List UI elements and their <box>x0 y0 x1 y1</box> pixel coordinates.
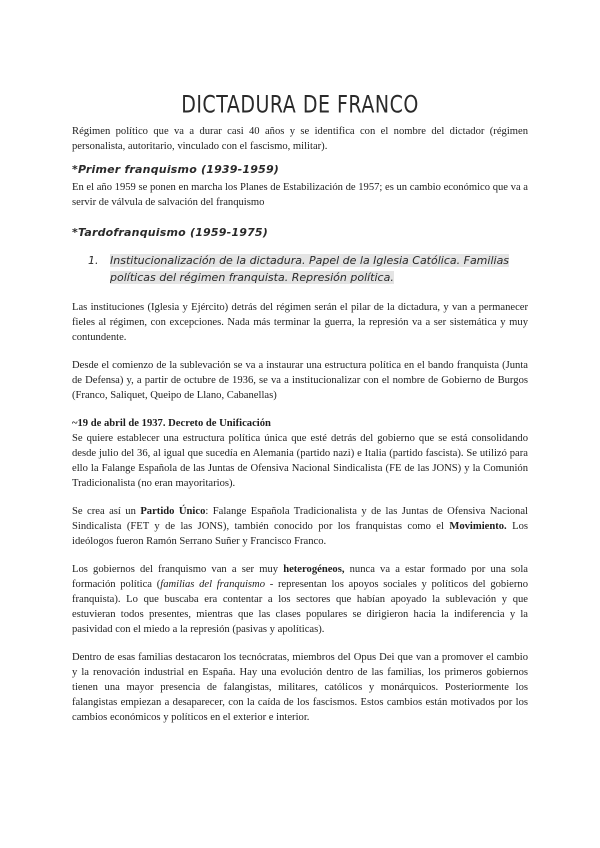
heading-tardofranquismo: *Tardofranquismo (1959-1975) <box>72 226 269 239</box>
partido-pre: Se crea así un <box>72 506 141 517</box>
gobiernos-post: - representan los apoyos sociales y políticos del gobierno franquista). Lo que buscaba era contentar a los sectores que habían apoyado la sublevación y que estuvieran todos presentes, mientras que las clases populares se dirigieron hacia la indiferencia y la pasividad con el miedo a la represión (pasivas y apolíticas). <box>72 579 528 635</box>
intro-paragraph: Régimen político que va a durar casi 40 años y se identifica con el nombre del dictador (régimen personalista, autoritario, vinculado con el fascismo, militar). <box>72 126 528 152</box>
sublevacion-paragraph: Desde el comienzo de la sublevación se va a instaurar una estructura política en el bando franquista (Junta de Defensa) y, a partir de octubre de 1936, se va a institucionalizar con el nombre de Gobierno de Burgos (Franco, Saliquet, Queipo de Llano, Cabanellas) <box>72 360 528 401</box>
gobiernos-pre: Los gobiernos del franquismo van a ser muy <box>72 564 284 575</box>
familias-paragraph: Dentro de esas familias destacaron los tecnócratas, miembros del Opus Dei que van a promover el cambio y la renovación industrial en España. Hay una evolución dentro de las familias, los primeros gobiernos tienen una mayor presencia de falangistas, militares, católicos y monárquicos. Posteriormente los falangistas empiezan a desaparecer, con la caída de los fascismos. Estos cambios están motivados por los cambios económicos y políticos en el exterior e interior. <box>72 652 528 723</box>
partido-post: Los ideólogos fueron Ramón Serrano Suñer y Francisco Franco. <box>72 521 528 547</box>
familias-italic: familias del franquismo <box>160 579 266 590</box>
partido-unico-bold: Partido Único <box>140 506 206 517</box>
decreto-heading-text: ~19 de abril de 1937. Decreto de Unificación <box>72 418 271 429</box>
partido-unico-paragraph <box>72 504 528 549</box>
decreto-paragraph: Se quiere establecer una estructura política única que esté detrás del gobierno que se está consolidando desde julio del 36, al igual que sucedía en Alemania (partido nazi) e Italia (partido fascista). Se utilizó para ello la Falange Española de las Juntas de Ofensiva Nacional Sindicalista (FE de las JONS) y la Comunión Tradicionalista (no eran mayoritarios). <box>72 433 528 489</box>
instituciones-paragraph: Las instituciones (Iglesia y Ejército) detrás del régimen serán el pilar de la dictadura, y van a permanecer fieles al régimen, con excepciones. Nada más terminar la guerra, la represión va a ser sistemática y muy contundente. <box>72 302 528 343</box>
page-title: DICTADURA DE FRANCO <box>181 90 419 119</box>
gobiernos-mid: nunca va a estar formado por una sola formación política ( <box>72 564 528 590</box>
movimiento-bold: Movimiento. <box>449 521 507 532</box>
section-1-heading <box>88 252 528 286</box>
heading-primer-franquismo: *Primer franquismo (1939-1959) <box>72 163 280 176</box>
gobiernos-paragraph <box>72 562 528 637</box>
primer-franquismo-paragraph: En el año 1959 se ponen en marcha los Planes de Estabilización de 1957; es un cambio económico que va a servir de válvula de salvación del franquismo <box>72 182 528 208</box>
decreto-heading <box>72 416 528 431</box>
section-1-title: Institucionalización de la dictadura. Papel de la Iglesia Católica. Familias políticas del régimen franquista. Represión política. <box>110 254 510 284</box>
heterogeneos-bold: heterogéneos, <box>283 564 345 575</box>
section-1-number: 1. <box>88 254 99 267</box>
partido-mid: : Falange Española Tradicionalista y de las Juntas de Ofensiva Nacional Sindicalista (FET y de las JONS), también conocido por los franquistas como el <box>72 506 529 532</box>
